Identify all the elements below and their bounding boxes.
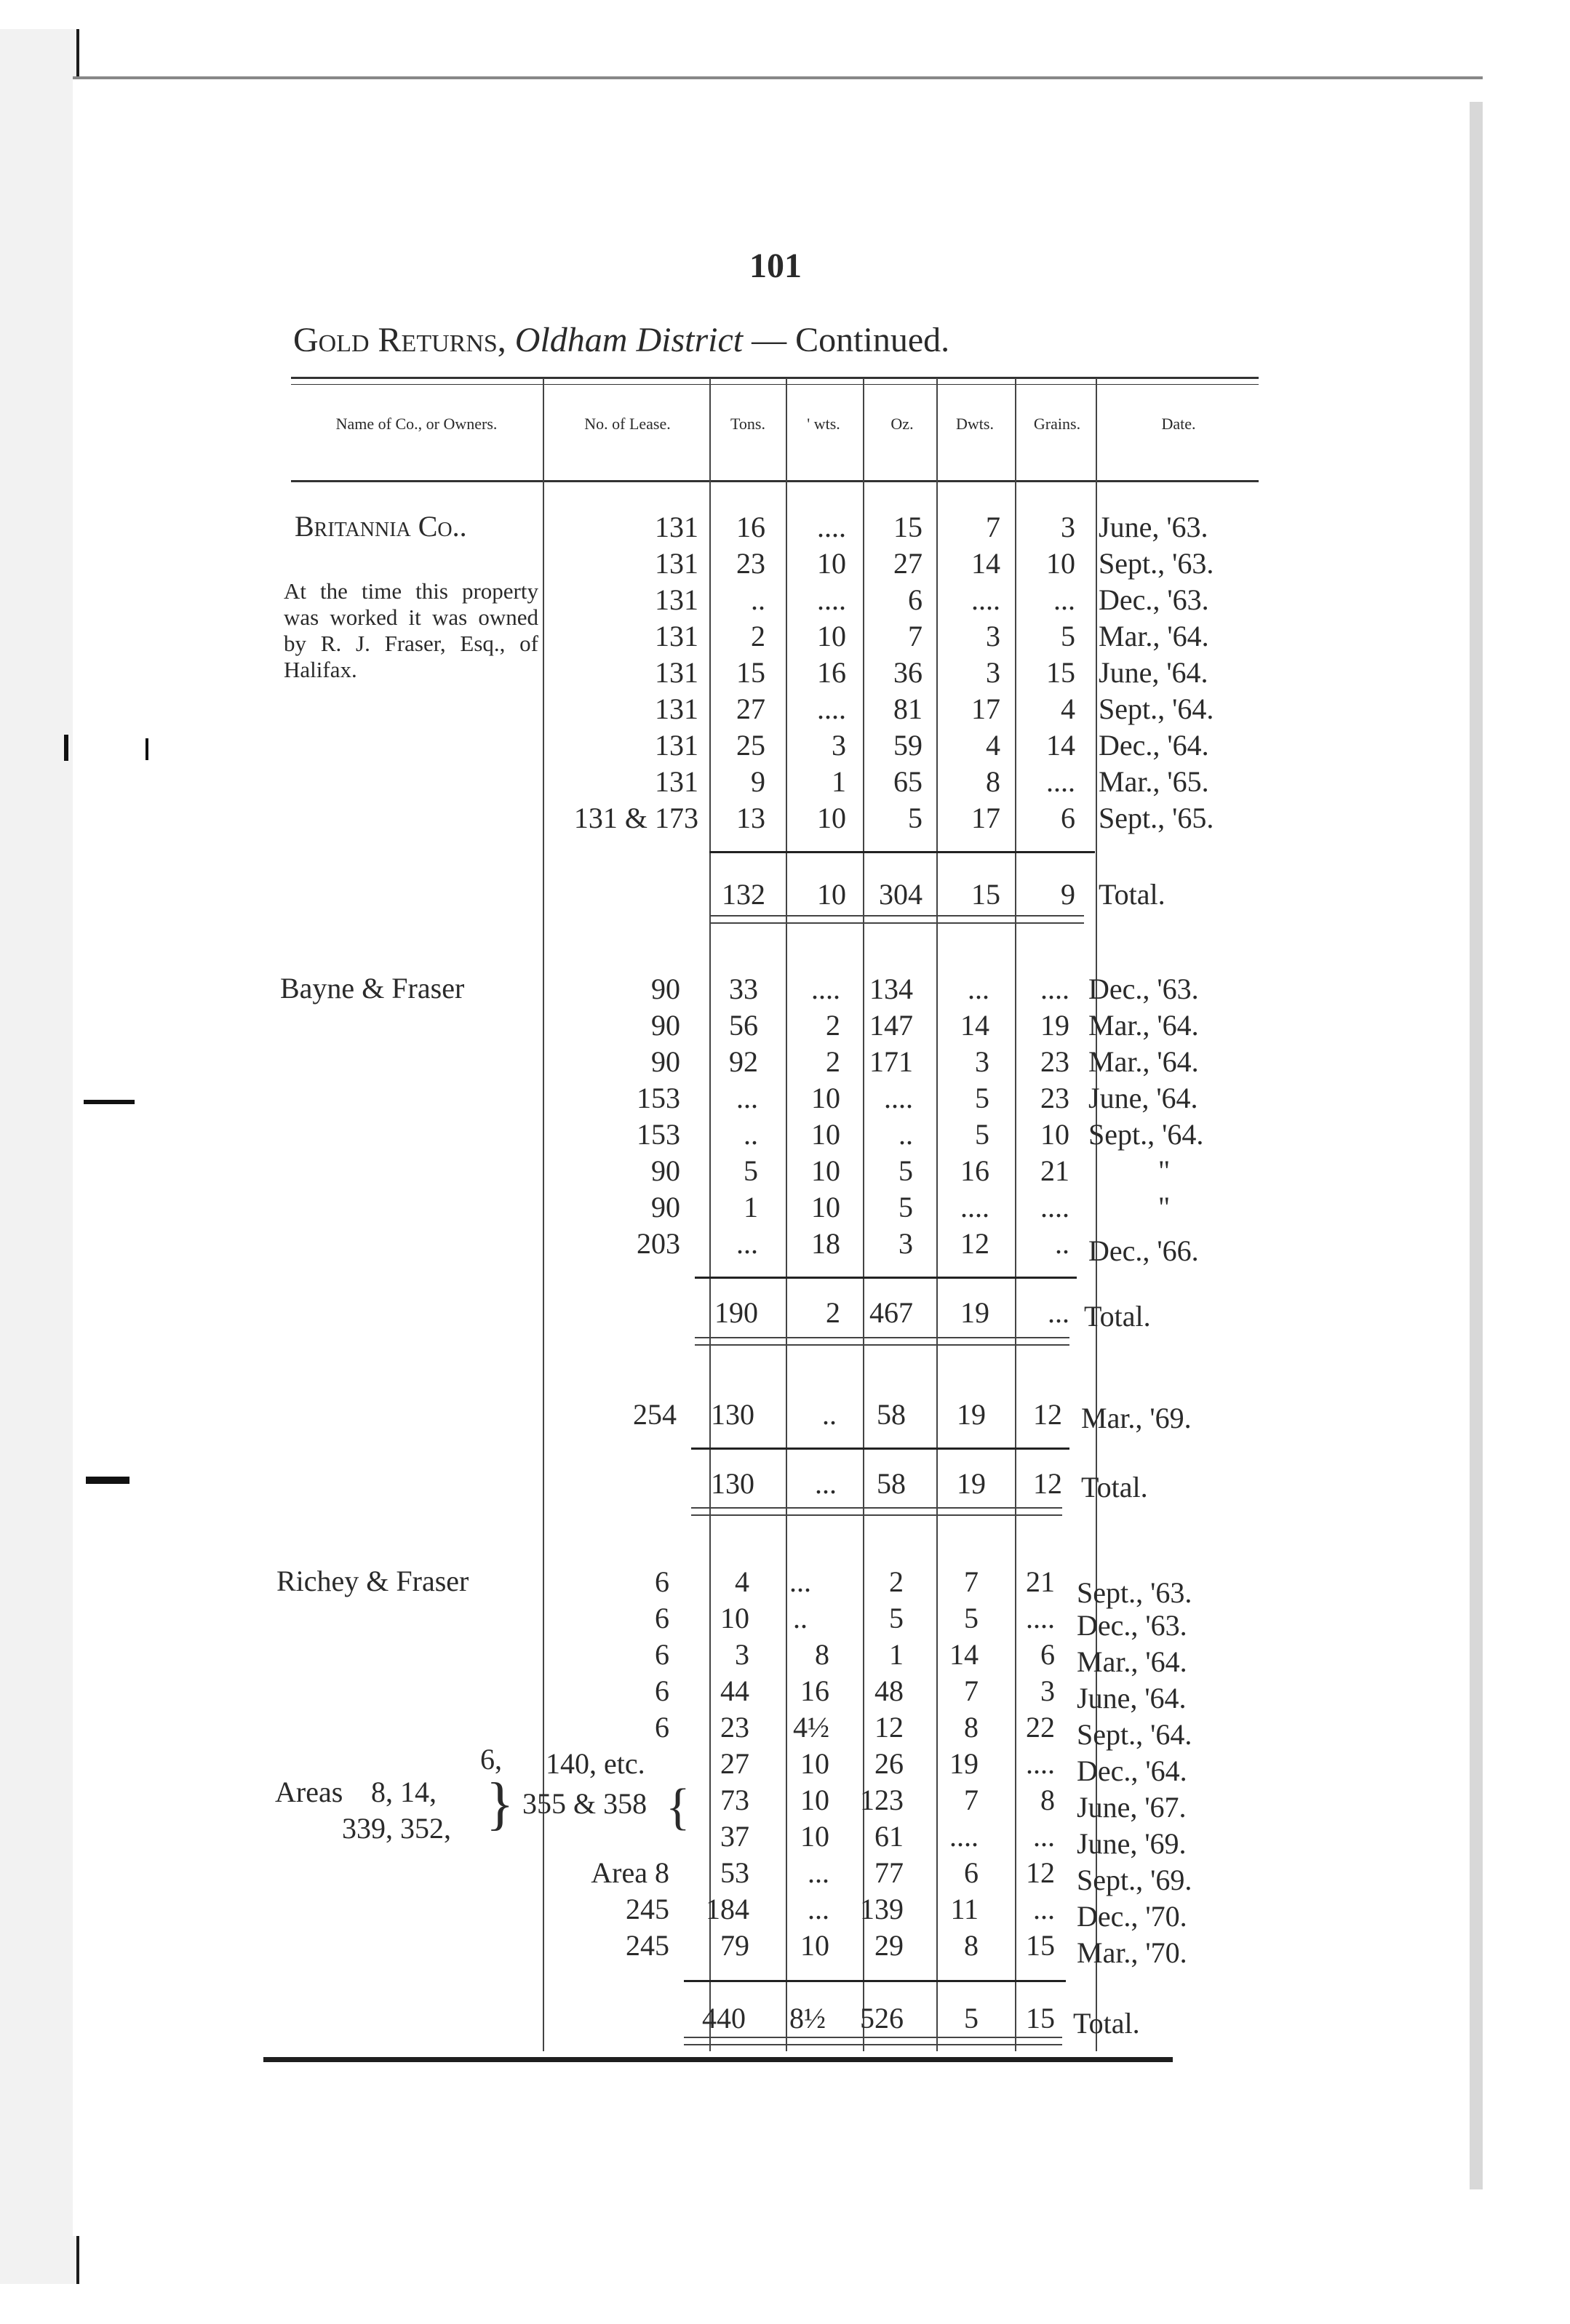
cell-lease: 131 <box>655 620 698 652</box>
cell-grains: 4 <box>1061 692 1075 725</box>
cell-dwts: 19 <box>949 1747 979 1780</box>
cell-tons: ... <box>736 1227 758 1260</box>
cell-dwts: 12 <box>960 1227 989 1260</box>
cell-tons: 23 <box>720 1711 749 1744</box>
cell-date: June, '63. <box>1099 511 1208 543</box>
cell-dwts: 8 <box>986 765 1000 798</box>
cell-grains: 8 <box>1040 1784 1055 1816</box>
cell-date: June, '64. <box>1077 1682 1187 1714</box>
binding-mark <box>86 1477 129 1484</box>
cell-date: Dec., '63. <box>1099 583 1209 616</box>
cell-tons: .. <box>751 583 765 616</box>
cell-dwts: 17 <box>971 692 1000 725</box>
header-rule-bottom <box>291 480 1259 482</box>
cell-grains: 14 <box>1046 729 1075 762</box>
cell-date: Dec., '64. <box>1077 1754 1187 1787</box>
areas-label: Areas <box>275 1776 343 1808</box>
cell-cwts: ... <box>808 1856 829 1889</box>
areas-number: 6, <box>480 1743 502 1776</box>
cell-lease: 90 <box>651 1009 680 1042</box>
cell-grains: 5 <box>1061 620 1075 652</box>
cell-grains: 23 <box>1040 1045 1069 1078</box>
cell-cwts: 4½ <box>793 1711 829 1744</box>
cell-lease: 6 <box>655 1638 669 1671</box>
binding-mark <box>64 735 68 761</box>
cell-lease: 153 <box>637 1082 680 1114</box>
cell-cwts: 10 <box>811 1082 840 1114</box>
cell-cwts: 2 <box>826 1045 840 1078</box>
cell-dwts: ... <box>968 973 989 1005</box>
cell-date: Mar., '65. <box>1099 765 1209 798</box>
cell-oz: 1 <box>889 1638 904 1671</box>
cell-date: Sept., '64. <box>1077 1718 1192 1751</box>
binding-mark <box>84 1100 135 1104</box>
total-rule <box>695 1277 1077 1279</box>
cell-dwts: 4 <box>986 729 1000 762</box>
cell-tons: 79 <box>720 1929 749 1962</box>
cell-tons: 1 <box>744 1191 758 1223</box>
cell-oz: 29 <box>874 1929 904 1962</box>
cell-tons: 44 <box>720 1674 749 1707</box>
cell-cwts: .. <box>822 1398 837 1431</box>
cell-tons: 92 <box>729 1045 758 1078</box>
cell-tons: 53 <box>720 1856 749 1889</box>
cell-date: Sept., '63. <box>1099 547 1214 580</box>
cell-cwts: ... <box>808 1893 829 1925</box>
cell-date: Dec., '66. <box>1088 1234 1199 1267</box>
cell-date: Mar., '64. <box>1088 1009 1199 1042</box>
cell-dwts: 7 <box>986 511 1000 543</box>
facing-page-edge <box>0 29 79 2284</box>
cell-grains: 21 <box>1026 1565 1055 1598</box>
cell-lease: 131 <box>655 511 698 543</box>
cell-grains: .... <box>1040 1191 1069 1223</box>
cell-oz: 147 <box>869 1009 913 1042</box>
cell-cwts: .... <box>811 973 840 1005</box>
cell-dwts: .... <box>960 1191 989 1223</box>
cell-tons: 23 <box>736 547 765 580</box>
owner-name: Britannia Co.. <box>295 510 467 543</box>
cell-date: Dec., '70. <box>1077 1900 1187 1933</box>
page-heading <box>293 320 949 360</box>
cell-date: Sept., '65. <box>1099 802 1214 834</box>
cell-oz: 15 <box>893 511 923 543</box>
cell-grains: .... <box>1046 765 1075 798</box>
cell-cwts: 10 <box>800 1929 829 1962</box>
cell-cwts: 18 <box>811 1227 840 1260</box>
cell-tons: 4 <box>735 1565 749 1598</box>
cell-date-ditto: " <box>1157 1154 1171 1187</box>
heading-gold-returns: Gold Returns, <box>293 321 506 359</box>
total-double-rule <box>691 1507 1062 1516</box>
page-shadow-edge <box>1470 102 1483 2189</box>
cell-dwts: 3 <box>975 1045 989 1078</box>
cell-grains: 10 <box>1046 547 1075 580</box>
cell-oz: 65 <box>893 765 923 798</box>
cell-tons: 10 <box>720 1602 749 1634</box>
cell-cwts: .... <box>817 583 846 616</box>
cell-grains: 12 <box>1026 1856 1055 1889</box>
cell-dwts: .... <box>971 583 1000 616</box>
total-cwts: 8½ <box>789 2002 826 2035</box>
cell-cwts: 10 <box>817 547 846 580</box>
cell-dwts: 14 <box>960 1009 989 1042</box>
cell-dwts: 16 <box>960 1154 989 1187</box>
cell-lease: 131 <box>655 729 698 762</box>
cell-grains: 23 <box>1040 1082 1069 1114</box>
cell-tons: 73 <box>720 1784 749 1816</box>
owner-name: Richey & Fraser <box>276 1565 469 1597</box>
cell-dwts: 14 <box>949 1638 979 1671</box>
cell-date: June, '69. <box>1077 1827 1187 1860</box>
cell-tons: 3 <box>735 1638 749 1671</box>
heading-dash: — <box>752 321 787 359</box>
cell-tons: 56 <box>729 1009 758 1042</box>
cell-grains: 6 <box>1061 802 1075 834</box>
cell-lease: 245 <box>626 1893 669 1925</box>
cell-lease: 131 & 173 <box>573 802 698 834</box>
total-tons: 132 <box>722 878 765 911</box>
cell-lease: 90 <box>651 973 680 1005</box>
total-dwts: 5 <box>964 2002 979 2035</box>
cell-cwts: 8 <box>815 1638 829 1671</box>
cell-oz: 27 <box>893 547 923 580</box>
cell-dwts: 17 <box>971 802 1000 834</box>
cell-tons: 184 <box>706 1893 749 1925</box>
cell-cwts: 10 <box>817 620 846 652</box>
cell-lease: 355 & 358 <box>522 1787 647 1820</box>
total-label: Total. <box>1081 1471 1148 1504</box>
cell-oz: 123 <box>860 1784 904 1816</box>
cell-date: Dec., '63. <box>1088 973 1199 1005</box>
col-header-lease: No. of Lease. <box>584 415 671 433</box>
cell-grains: 21 <box>1040 1154 1069 1187</box>
col-header-tons: Tons. <box>730 415 765 433</box>
cell-dwts: 5 <box>964 1602 979 1634</box>
cell-oz: 59 <box>893 729 923 762</box>
cell-dwts: 19 <box>957 1398 986 1431</box>
cell-dwts: 8 <box>964 1711 979 1744</box>
cell-dwts: 14 <box>971 547 1000 580</box>
col-header-cwts: ' wts. <box>807 415 840 433</box>
cell-date: Dec., '63. <box>1077 1609 1187 1642</box>
cell-oz: 12 <box>874 1711 904 1744</box>
cell-oz: 61 <box>874 1820 904 1853</box>
cell-date: June, '64. <box>1088 1082 1198 1114</box>
cell-cwts: 10 <box>800 1747 829 1780</box>
cell-grains: 22 <box>1026 1711 1055 1744</box>
cell-grains: ... <box>1033 1820 1055 1853</box>
cell-lease: Area 8 <box>591 1856 669 1889</box>
total-cwts: 10 <box>817 878 846 911</box>
cell-lease: 131 <box>655 547 698 580</box>
header-rule-top-thin <box>291 384 1259 385</box>
cell-tons: 13 <box>736 802 765 834</box>
cell-tons: 27 <box>720 1747 749 1780</box>
cell-oz: 171 <box>869 1045 913 1078</box>
total-rule <box>691 1447 1069 1450</box>
cell-dwts: 7 <box>964 1784 979 1816</box>
cell-oz: 5 <box>898 1154 913 1187</box>
areas-numbers: 8, 14, <box>371 1776 437 1808</box>
total-dwts: 15 <box>971 878 1000 911</box>
cell-oz: 5 <box>889 1602 904 1634</box>
cell-grains: .... <box>1026 1602 1055 1634</box>
cell-grains: 15 <box>1046 656 1075 689</box>
total-double-rule <box>709 915 1084 924</box>
cell-lease: 90 <box>651 1191 680 1223</box>
cell-cwts: .. <box>793 1602 808 1634</box>
cell-dwts: 5 <box>975 1118 989 1151</box>
cell-date: Sept., '69. <box>1077 1864 1192 1896</box>
owner-note: At the time this property was worked it was owned by R. J. Fraser, Esq., of Halifax. <box>284 578 538 682</box>
cell-date-ditto: " <box>1157 1191 1171 1223</box>
cell-cwts: 10 <box>800 1820 829 1853</box>
cell-tons: ... <box>736 1082 758 1114</box>
total-grains: 15 <box>1026 2002 1055 2035</box>
cell-tons: 25 <box>736 729 765 762</box>
total-rule <box>684 1980 1066 1982</box>
total-tons: 130 <box>711 1467 754 1500</box>
cell-tons: 37 <box>720 1820 749 1853</box>
total-label: Total. <box>1073 2007 1140 2040</box>
table-bottom-rule <box>263 2057 1173 2062</box>
cell-lease: 131 <box>655 583 698 616</box>
cell-tons: 5 <box>744 1154 758 1187</box>
cell-oz: 2 <box>889 1565 904 1598</box>
cell-oz: .... <box>884 1082 913 1114</box>
cell-cwts: 16 <box>800 1674 829 1707</box>
cell-dwts: 8 <box>964 1929 979 1962</box>
total-label: Total. <box>1099 878 1165 911</box>
heading-continued: Continued. <box>795 321 950 359</box>
cell-lease: 254 <box>633 1398 677 1431</box>
cell-grains: 19 <box>1040 1009 1069 1042</box>
total-oz: 467 <box>869 1296 913 1329</box>
total-grains: ... <box>1048 1296 1069 1329</box>
cell-oz: 48 <box>874 1674 904 1707</box>
cell-cwts: ... <box>789 1565 811 1598</box>
cell-lease: 90 <box>651 1045 680 1078</box>
cell-cwts: 10 <box>800 1784 829 1816</box>
cell-oz: 26 <box>874 1747 904 1780</box>
cell-lease: 6 <box>655 1674 669 1707</box>
col-header-grains: Grains. <box>1033 415 1081 433</box>
cell-dwts: 6 <box>964 1856 979 1889</box>
cell-oz: 7 <box>908 620 923 652</box>
cell-lease: 90 <box>651 1154 680 1187</box>
heading-district: Oldham District <box>514 321 744 359</box>
col-header-date: Date. <box>1161 415 1196 433</box>
cell-dwts: 11 <box>950 1893 979 1925</box>
cell-date: Sept., '63. <box>1077 1576 1192 1609</box>
cell-dwts: 3 <box>986 620 1000 652</box>
total-oz: 58 <box>877 1467 906 1500</box>
cell-date: Mar., '64. <box>1088 1045 1199 1078</box>
cell-lease: 6 <box>655 1565 669 1598</box>
cell-lease: 6 <box>655 1602 669 1634</box>
total-oz: 304 <box>879 878 923 911</box>
total-tons: 190 <box>714 1296 758 1329</box>
total-double-rule <box>684 2037 1062 2045</box>
cell-date: Mar., '70. <box>1077 1936 1187 1969</box>
total-dwts: 19 <box>957 1467 986 1500</box>
col-header-owner: Name of Co., or Owners. <box>335 415 498 433</box>
cell-date: Sept., '64. <box>1099 692 1214 725</box>
cell-grains: 6 <box>1040 1638 1055 1671</box>
cell-lease: 153 <box>637 1118 680 1151</box>
header-rule-top <box>291 377 1259 379</box>
total-oz: 526 <box>860 2002 904 2035</box>
cell-oz: 134 <box>869 973 913 1005</box>
cell-date: Mar., '69. <box>1081 1402 1192 1434</box>
cell-date: Dec., '64. <box>1099 729 1209 762</box>
total-rule <box>709 851 1095 853</box>
cell-lease: 131 <box>655 692 698 725</box>
cell-oz: 6 <box>908 583 923 616</box>
cell-grains: 3 <box>1040 1674 1055 1707</box>
cell-grains: 12 <box>1033 1398 1062 1431</box>
cell-cwts: 10 <box>817 802 846 834</box>
cell-lease: 140, etc. <box>546 1747 645 1780</box>
cell-oz: 5 <box>908 802 923 834</box>
cell-lease: 203 <box>637 1227 680 1260</box>
total-grains: 9 <box>1061 878 1075 911</box>
cell-lease: 131 <box>655 765 698 798</box>
cell-grains: .... <box>1026 1747 1055 1780</box>
cell-oz: 81 <box>893 692 923 725</box>
total-grains: 12 <box>1033 1467 1062 1500</box>
cell-dwts: 3 <box>986 656 1000 689</box>
owner-name: Bayne & Fraser <box>280 972 465 1005</box>
cell-dwts: 7 <box>964 1565 979 1598</box>
cell-cwts: 16 <box>817 656 846 689</box>
cell-tons: 15 <box>736 656 765 689</box>
cell-date: Mar., '64. <box>1077 1645 1187 1678</box>
cell-tons: 2 <box>751 620 765 652</box>
cell-grains: ... <box>1053 583 1075 616</box>
cell-oz: 139 <box>860 1893 904 1925</box>
cell-date: June, '67. <box>1077 1791 1187 1824</box>
binding-mark <box>146 738 148 760</box>
cell-grains: .... <box>1040 973 1069 1005</box>
cell-oz: 5 <box>898 1191 913 1223</box>
cell-cwts: 10 <box>811 1118 840 1151</box>
total-dwts: 19 <box>960 1296 989 1329</box>
cell-oz: 3 <box>898 1227 913 1260</box>
cell-dwts: 7 <box>964 1674 979 1707</box>
cell-tons: 16 <box>736 511 765 543</box>
cell-tons: 130 <box>711 1398 754 1431</box>
cell-date: Mar., '64. <box>1099 620 1209 652</box>
cell-grains: ... <box>1033 1893 1055 1925</box>
cell-lease: 245 <box>626 1929 669 1962</box>
cell-tons: .. <box>744 1118 758 1151</box>
total-cwts: 2 <box>826 1296 840 1329</box>
cell-cwts: 10 <box>811 1154 840 1187</box>
cell-lease: 6 <box>655 1711 669 1744</box>
cell-cwts: 3 <box>832 729 846 762</box>
cell-cwts: .... <box>817 511 846 543</box>
cell-grains: 15 <box>1026 1929 1055 1962</box>
cell-tons: 9 <box>751 765 765 798</box>
cell-grains: 3 <box>1061 511 1075 543</box>
areas-numbers: 339, 352, <box>342 1812 451 1845</box>
brace-icon: } <box>486 1772 514 1836</box>
page-number: 101 <box>749 247 802 285</box>
cell-cwts: .... <box>817 692 846 725</box>
cell-cwts: 10 <box>811 1191 840 1223</box>
cell-tons: 33 <box>729 973 758 1005</box>
brace-icon: { <box>666 1779 690 1835</box>
total-tons: 440 <box>702 2002 746 2035</box>
cell-oz: 77 <box>874 1856 904 1889</box>
total-double-rule <box>695 1337 1069 1346</box>
cell-date: Sept., '64. <box>1088 1118 1204 1151</box>
cell-oz: 58 <box>877 1398 906 1431</box>
cell-cwts: 1 <box>832 765 846 798</box>
cell-dwts: .... <box>949 1820 979 1853</box>
cell-dwts: 5 <box>975 1082 989 1114</box>
cell-lease: 131 <box>655 656 698 689</box>
cell-grains: .. <box>1055 1227 1069 1260</box>
cell-oz: 36 <box>893 656 923 689</box>
total-cwts: ... <box>815 1467 837 1500</box>
cell-date: June, '64. <box>1099 656 1208 689</box>
col-header-dwts: Dwts. <box>956 415 994 433</box>
cell-oz: .. <box>898 1118 913 1151</box>
cell-tons: 27 <box>736 692 765 725</box>
cell-grains: 10 <box>1040 1118 1069 1151</box>
col-header-oz: Oz. <box>890 415 914 433</box>
cell-cwts: 2 <box>826 1009 840 1042</box>
total-label: Total. <box>1084 1300 1151 1333</box>
